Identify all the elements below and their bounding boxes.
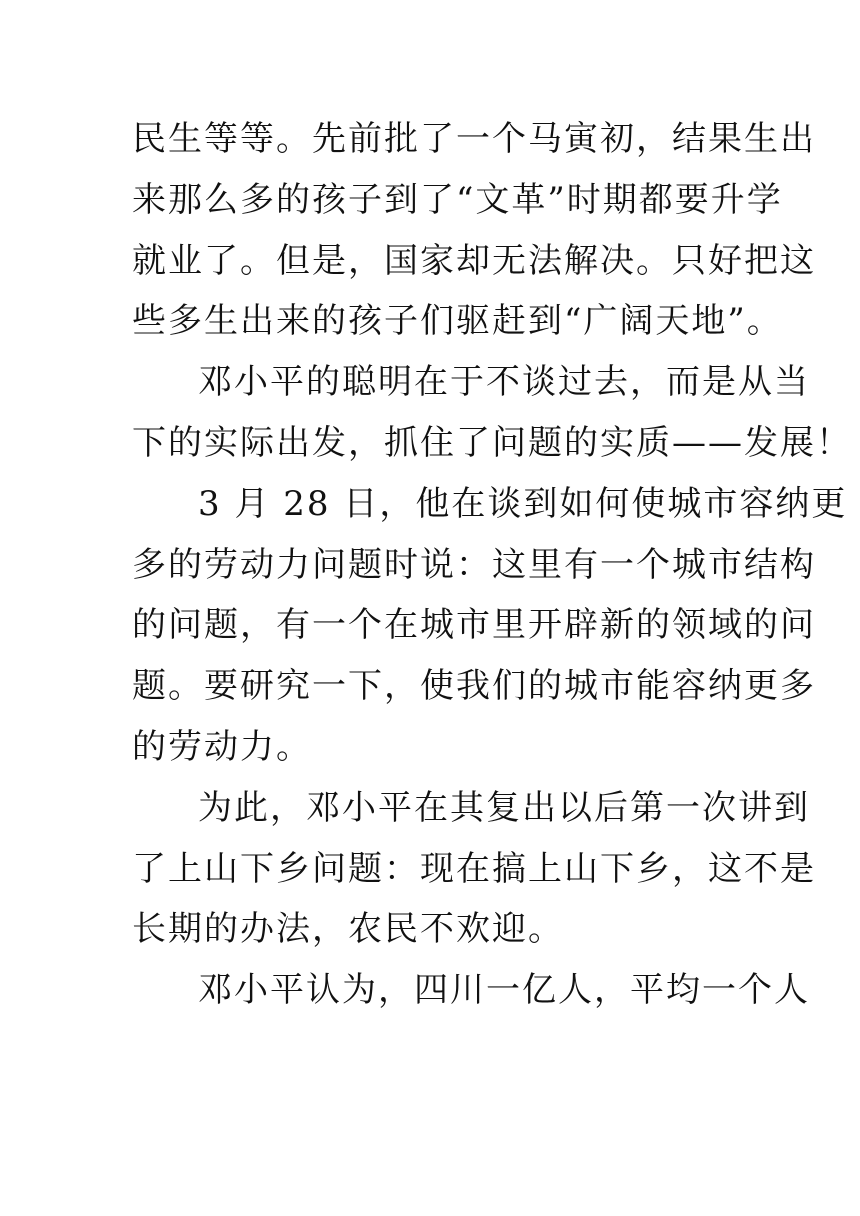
text-line: 的劳动力。: [132, 726, 312, 767]
text-line: 长期的办法，农民不欢迎。: [132, 909, 564, 950]
paragraph-start-line: 邓小平的聪明在于不谈过去，而是从当: [198, 362, 810, 403]
text-line: 多的劳动力问题时说：这里有一个城市结构: [132, 544, 816, 585]
paragraph-start-line: 3 月 28 日，他在谈到如何使城市容纳更: [198, 483, 848, 524]
text-line: 些多生出来的孩子们驱赶到“广阔天地”。: [132, 301, 783, 342]
text-line: 民生等等。先前批了一个马寅初，结果生出: [132, 119, 816, 159]
text-line: 了上山下乡问题：现在搞上山下乡，这不是: [132, 848, 816, 889]
text-line: 就业了。但是，国家却无法解决。只好把这: [132, 240, 816, 281]
body-text: [132, 109, 852, 1021]
text-line: 的问题，有一个在城市里开辟新的领域的问: [132, 605, 816, 646]
text-line: 题。要研究一下，使我们的城市能容纳更多: [132, 666, 816, 707]
text-line: 下的实际出发，抓住了问题的实质——发展！: [132, 422, 852, 463]
paragraph-start-line: 为此，邓小平在其复出以后第一次讲到: [198, 787, 810, 828]
text-line: 来那么多的孩子到了“文革”时期都要升学: [132, 179, 783, 220]
paragraph-start-line: 邓小平认为，四川一亿人，平均一个人: [198, 970, 810, 1011]
